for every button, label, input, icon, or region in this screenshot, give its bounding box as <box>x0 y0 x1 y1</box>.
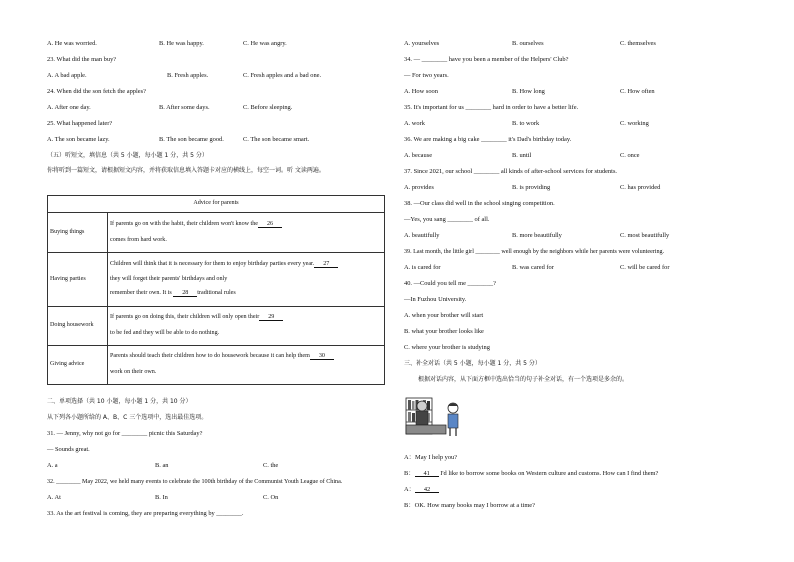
q40-option-b[interactable]: B. what your brother looks like <box>404 328 484 335</box>
q37-option-a[interactable]: A. provides <box>404 184 434 191</box>
blank-26[interactable]: 26 <box>258 221 282 228</box>
q31-option-b[interactable]: B. an <box>155 462 169 469</box>
blank-41[interactable]: 41 <box>415 470 439 477</box>
section-2-title: 二、单项选择（共 10 小题，每小题 1 分，共 10 分） <box>47 398 192 405</box>
row-category: Giving advice <box>48 346 108 385</box>
q38-option-a[interactable]: A. beautifully <box>404 232 440 239</box>
question-31: 31. — Jenny, why not go for ________ picnic this Saturday? <box>47 430 203 437</box>
q39-option-c[interactable]: C. will be cared for <box>620 264 670 271</box>
row-content <box>108 346 385 385</box>
table-row <box>48 213 385 253</box>
q36-option-c[interactable]: C. once <box>620 152 640 159</box>
question-38: 38. —Our class did well in the school singing competition. <box>404 200 555 207</box>
question-32: 32. ________ May 2022, we held many events to celebrate the 100th birthday of the Communist Youth League of China. <box>47 479 343 485</box>
q24-option-b[interactable]: B. After some days. <box>159 104 210 111</box>
question-34: 34. — ________ have you been a member of the Helpers' Club? <box>404 56 569 63</box>
q35-option-c[interactable]: C. working <box>620 120 649 127</box>
row-text: traditional rules <box>197 290 236 297</box>
q31-option-c[interactable]: C. the <box>263 462 279 469</box>
row-category: Having parties <box>48 253 108 307</box>
dialogue-text: I'd like to borrow some books on Western culture and customs. How can I find them? <box>438 470 659 477</box>
q37-option-b[interactable]: B. is providing <box>512 184 551 191</box>
table-row <box>48 307 385 346</box>
advice-table <box>47 195 385 385</box>
question-37: 37. Since 2021, our school ________ all kinds of after-school services for students. <box>404 168 618 175</box>
q37-option-c[interactable]: C. has provided <box>620 184 661 191</box>
question-39: 39. Last month, the little girl ________ well enough by the neighbors while her parents were volunteering. <box>404 249 665 255</box>
question-25: 25. What happened later? <box>47 120 113 127</box>
section-5-title: （五）听短文，填信息（共 5 小题，每小题 1 分，共 5 分） <box>47 152 208 159</box>
q35-option-b[interactable]: B. to work <box>512 120 540 127</box>
q31-option-a[interactable]: A. a <box>47 462 58 469</box>
q33-option-c[interactable]: C. themselves <box>620 40 656 47</box>
blank-27[interactable]: 27 <box>314 261 338 268</box>
blank-30[interactable]: 30 <box>310 353 334 360</box>
row-text: remember their own. It is <box>110 290 172 297</box>
q24-option-c[interactable]: C. Before sleeping. <box>243 104 293 111</box>
q38-option-c[interactable]: C. most beautifully <box>620 232 670 239</box>
section-3-title: 三、补全对话（共 5 小题，每小题 1 分，共 5 分） <box>404 360 541 367</box>
question-33: 33. As the art festival is coming, they are preparing everything by ________. <box>47 510 244 517</box>
q34-option-c[interactable]: C. How often <box>620 88 655 95</box>
q24-option-a[interactable]: A. After one day. <box>47 104 91 111</box>
row-text: to be fed and they will be able to do nothing. <box>110 330 220 336</box>
q38-option-b[interactable]: B. more beautifully <box>512 232 562 239</box>
q23-option-c[interactable]: C. Fresh apples and a bad one. <box>243 72 322 79</box>
question-36: 36. We are making a big cake ________ it's Dad's birthday today. <box>404 136 572 143</box>
q40-option-c[interactable]: C. where your brother is studying <box>404 344 490 351</box>
row-content <box>108 307 385 346</box>
section-5-instructions: 你将听到一篇短文，请根据短文内容，并将获取信息填入答题卡对应的横线上，每空一词。听 文读两遍。 <box>47 167 325 174</box>
speaker-b: B： <box>404 470 415 477</box>
q22-option-c[interactable]: C. He was angry. <box>243 40 287 47</box>
library-illustration <box>404 392 466 438</box>
question-40-reply: —In Fuzhou University. <box>404 296 467 303</box>
row-text: comes from hard work. <box>110 236 167 243</box>
question-31-reply: — Sounds great. <box>47 446 90 453</box>
row-text: work on their own. <box>110 369 157 375</box>
q23-option-b[interactable]: B. Fresh apples. <box>167 72 209 79</box>
table-row <box>48 346 385 385</box>
question-34-reply: — For two years. <box>404 72 449 79</box>
q33-option-a[interactable]: A. yourselves <box>404 40 440 47</box>
question-40: 40. —Could you tell me ________? <box>404 280 496 287</box>
question-24: 24. When did the son fetch the apples? <box>47 88 146 95</box>
q39-option-a[interactable]: A. is cared for <box>404 264 441 271</box>
q25-option-b[interactable]: B. The son became good. <box>159 136 224 143</box>
table-header: Advice for parents <box>48 196 385 213</box>
q33-option-b[interactable]: B. ourselves <box>512 40 544 47</box>
dialogue-line-1: A：May I help you? <box>404 454 458 461</box>
q35-option-a[interactable]: A. work <box>404 120 425 127</box>
question-35: 35. It's important for us ________ hard in order to have a better life. <box>404 104 579 111</box>
row-content <box>108 253 385 307</box>
row-text: If parents go on doing this, their children will only open their <box>110 314 260 321</box>
q32-option-b[interactable]: B. In <box>155 494 168 501</box>
dialogue-line-3 <box>404 486 439 494</box>
q36-option-b[interactable]: B. until <box>512 152 532 159</box>
q40-option-a[interactable]: A. when your brother will start <box>404 312 484 319</box>
q22-option-b[interactable]: B. He was happy. <box>159 40 204 47</box>
row-text: If parents go on with the habit, their children won't know the <box>110 220 258 227</box>
section-2-instructions: 从下列各小题所给的 A、B、C 三个选项中，选出最佳选项。 <box>47 414 208 421</box>
q25-option-a[interactable]: A. The son became lazy. <box>47 136 110 143</box>
q25-option-c[interactable]: C. The son became smart. <box>243 136 310 143</box>
row-text: they will forget their parents' birthdays and only <box>110 275 228 282</box>
dialogue-line-2 <box>404 470 658 478</box>
blank-28[interactable]: 28 <box>173 290 197 297</box>
q39-option-b[interactable]: B. was cared for <box>512 264 554 271</box>
question-23: 23. What did the man buy? <box>47 56 117 63</box>
row-content <box>108 213 385 253</box>
q32-option-c[interactable]: C. On <box>263 494 279 501</box>
blank-29[interactable]: 29 <box>259 314 283 321</box>
section-3-instructions: 根据对话内容，从下面方框中选出恰当的句子补全对话，有一个选项是多余的。 <box>418 376 629 383</box>
question-38-reply: —Yes, you sang ________ of all. <box>404 216 490 223</box>
row-category: Buying things <box>48 213 108 253</box>
q34-option-a[interactable]: A. How soon <box>404 88 438 95</box>
table-row <box>48 253 385 307</box>
q32-option-a[interactable]: A. At <box>47 494 61 501</box>
blank-42[interactable]: 42 <box>415 486 439 493</box>
speaker-a: A： <box>404 486 416 493</box>
q22-option-a[interactable]: A. He was worried. <box>47 40 97 47</box>
q36-option-a[interactable]: A. because <box>404 152 433 159</box>
q34-option-b[interactable]: B. How long <box>512 88 545 95</box>
row-category: Doing housework <box>48 307 108 346</box>
row-text: Children will think that it is necessary for them to enjoy birthday parties every year. <box>110 261 315 268</box>
q23-option-a[interactable]: A. A bad apple. <box>47 72 87 79</box>
dialogue-line-4: B：OK. How many books may I borrow at a time? <box>404 502 535 509</box>
row-text: Parents should teach their children how to do housework because it can help them <box>110 353 310 360</box>
